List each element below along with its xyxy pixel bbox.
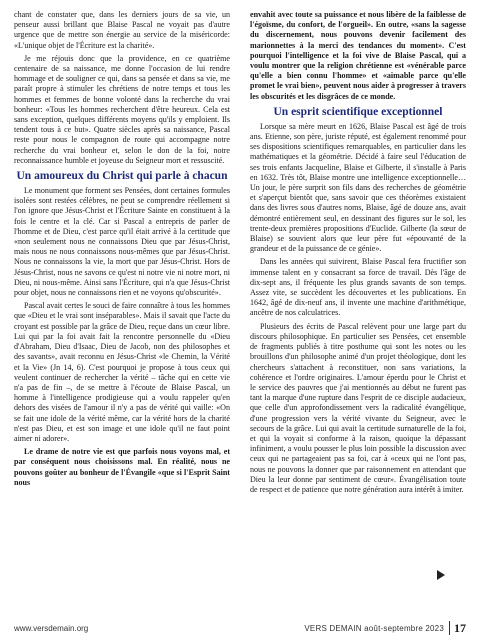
paragraph: Je me réjouis donc que la providence, en ce quatrième centenaire de sa naissance, me donne l'occasion de lui rendre hommage et de souligner ce qui, dans sa pensée et dans sa vie, me paraît propre à stimuler les chrétiens de notre temps et tous les hommes et femmes de bonne volonté dans la recherche du vrai bonheur: «Tous les hommes recherchent d'être heureux. Cela est sans exception, quelques différents moyens qu'ils y emploient. Ils tendent tous à ce but». Quatre siècles après sa naissance, Pascal reste pour nous le compagnon de route qui accompagne notre recherche du vrai bonheur et, selon le don de la foi, notre reconnaissance humble et joyeuse du Seigneur mort et ressuscité. [14,53,230,165]
paragraph: Le monument que forment ses Pensées, dont certaines formules isolées sont restées célèbres, ne peut se comprendre réellement si l'on ignore que Jésus-Christ et l'Écriture Sainte en constituent à la fois le centre et la clé. Car si Pascal a entrepris de parler de l'homme et de Dieu, c'est parce qu'il était arrivé à la certitude que «non seulement nous ne connaissons Dieu que par Jésus-Christ, mais nous ne nous connaissons nous-mêmes que par Jésus-Christ. Nous ne connaissons la vie, la mort que par Jésus-Christ. Hors de Jésus-Christ, nous ne savons ce qu'est ni notre vie ni notre mort, ni Dieu, ni nous-même. Ainsi sans l'Écriture, qui n'a que Jésus-Christ pour objet, nous ne connaissons rien et ne voyons qu'obscurité». [14,186,230,298]
website-link[interactable]: www.versdemain.org [14,624,89,633]
paragraph: Pascal avait certes le souci de faire connaître à tous les hommes que «Dieu et le vrai sont inséparables». Mais il savait que l'acte du croyant est possible par la grâce de Dieu, reçue dans un cœur libre. Lui qui par la foi avait fait la rencontre personnelle du «Dieu d'Abraham, Dieu d'Isaac, Dieu de Jacob, non des philosophes et des savants», avait reconnu en Jésus-Christ «le Chemin, la Vérité et la Vie» (Jn 14, 6). C'est pourquoi je propose à tous ceux qui veulent continuer de rechercher la vérité – tâche qui en cette vie n'a pas de fin –, de se mettre à l'écoute de Blaise Pascal, un homme à l'intelligence prodigieuse qui a voulu rappeler qu'en dehors des visées de l'amour il n'y a pas de vérité qui vaille: «On se fait une idole de la vérité même, car la vérité hors de la charité n'est pas Dieu, et est son image et une idole qu'il ne faut point aimer ni adorer». [14,301,230,443]
paragraph: chant de constater que, dans les derniers jours de sa vie, un penseur aussi brillant que Blaise Pascal ne voyait pas d'autre urgence que de mettre son énergie au service de la miséricorde: «L'unique objet de l'Écriture est la charité». [14,10,230,50]
footer-divider [449,621,450,635]
bold-paragraph: Le drame de notre vie est que parfois nous voyons mal, et par conséquent nous choisissons mal. En réalité, nous ne pouvons goûter au bonheur de l'Évangile «que si l'Esprit Saint nous [14,447,230,487]
page-number: 17 [454,621,466,635]
paragraph: Dans les années qui suivirent, Blaise Pascal fera fructifier son immense talent en y consacrant sa force de travail. Dès l'âge de dix-sept ans, il fréquente les plus grands savants de son temps. Assez vite, se succèdent les découvertes et les publications. En 1642, âgé de dix-neuf ans, il invente une machine d'arithmétique, ancêtre de nos calculatrices. [250,257,466,318]
paragraph: Plusieurs des écrits de Pascal relèvent pour une large part du discours philosophique. En particulier ses Pensées, cet ensemble de fragments publiés à titre posthume qui sont les notes ou les brouillons d'un philosophe animé d'un projet théologique, dont les chercheurs s'attachent à reconstituer, non sans variations, la cohérence et l'ordre originaires. L'amour éperdu pour le Christ et le service des pauvres que j'ai mentionnés au début ne furent pas tant la marque d'une rupture dans l'esprit de ce disciple audacieux, que celle d'un approfondissement vers la radicalité évangélique, d'une progression vers la vérité vivante du Seigneur, avec le secours de la grâce. Lui qui avait la certitude surnaturelle de la foi, et qui la voyait si conforme à la raison, quoique la dépassant infiniment, a voulu pousser le plus loin possible la discussion avec ceux qui ne partageaient pas sa foi, car à «ceux qui ne l'ont pas, nous ne pouvons la donner que par raisonnement en attendant que Dieu la leur donne par sentiment de cœur». Évangélisation toute de respect et de patience que notre génération aura intérêt à imiter. [250,321,466,494]
paragraph: Lorsque sa mère meurt en 1626, Blaise Pascal est âgé de trois ans. Etienne, son père, juriste réputé, est également renommé pour ses dispositions scientifiques remarquables, en particulier dans les mathématiques et la géométrie. Décidé à faire seul l'éducation de ses trois enfants Jacqueline, Blaise et Gilberte, il s'installe à Paris en 1632. Très tôt, Blaise montre une intelligence exceptionnelle… Un jour, le père surprit son fils dans des recherches de géométrie et s'aperçut bientôt que, sans savoir que ces théorèmes existaient dans des livres sous d'autres noms, Blaise, âgé de douze ans, avait démontré entièrement seul, en dessinant des figures sur le sol, les trente-deux premières propositions d'Euclide. Gilberte (la sœur de Blaise) se souvient alors que leur père fut «épouvanté de la grandeur et de la puissance de ce génie». [250,121,466,254]
bold-paragraph: envahit avec toute sa puissance et nous libère de la faiblesse de l'égoïsme, du confort, de l'orgueil». En outre, «sans la sagesse du discernement, nous pouvons devenir facilement des marionnettes à la merci des tendances du moment». C'est pourquoi l'intelligence et la foi vive de Blaise Pascal, qui a voulu montrer que la religion chrétienne est «vénérable parce qu'elle a bien connu l'homme» et «aimable parce qu'elle promet le vrai bien», peuvent nous aider à progresser à travers les obscurités et les disgrâces de ce monde. [250,10,466,101]
right-column [250,10,466,498]
issue-label: VERS DEMAIN août-septembre 2023 [304,624,444,633]
arrow-right-icon [437,570,445,580]
article-page [14,10,466,610]
section-heading: Un esprit scientifique exceptionnel [273,105,443,118]
left-column [14,10,230,491]
page-footer [14,622,466,636]
section-heading: Un amoureux du Christ qui parle à chacun [16,170,228,183]
